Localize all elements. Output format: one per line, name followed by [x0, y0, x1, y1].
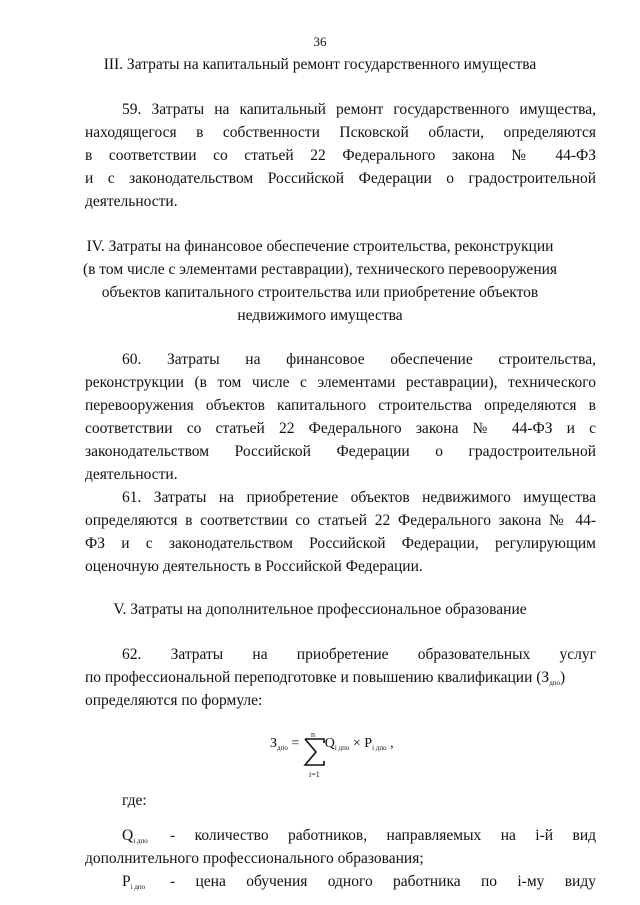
p61-line-3: ФЗ и с законодательством Российской Федерации, регулирующим	[85, 535, 596, 552]
p59-line-3: в соответствии со статьей 22 Федерального закона № 44-ФЗ	[85, 147, 596, 164]
sum-upper-limit: n	[311, 730, 315, 739]
p60-line-5: законодательством Российской Федерации о градостроительной	[85, 443, 596, 460]
sum-lower-limit: i=1	[309, 770, 320, 779]
section-4-heading-2: (в том числе с элементами реставрации), технического перевооружения	[82, 261, 558, 278]
p62-line-1: 62. Затраты на приобретение образовательных услуг	[122, 646, 596, 663]
p59-line-5: деятельности.	[85, 193, 178, 210]
p59-line-4: и с законодательством Российской Федерации о градостроительной	[85, 170, 596, 187]
def-p-symbol: $P_{i дпо}$	[122, 873, 146, 891]
p61-line-1: 61. Затраты на приобретение объектов недвижимого имущества	[122, 489, 596, 506]
p59-line-2: находящегося в собственности Псковской области, определяются	[85, 124, 596, 141]
def-q-symbol: $Q_{i дпо}$	[122, 827, 148, 845]
section-4-heading-4: недвижимого имущества	[237, 307, 403, 324]
p59-line-1: 59. Затраты на капитальный ремонт государственного имущества,	[122, 101, 596, 118]
section-5-heading: V. Затраты на дополнительное профессиональное образование	[113, 601, 527, 618]
summation-sign	[302, 735, 328, 769]
p61-line-4: оценочную деятельность в Российской Федерации.	[85, 558, 423, 575]
p62-line-2: по профессиональной переподготовке и повышению квалификации $(З_{дпо})$	[85, 669, 566, 687]
p60-line-3: перевооружения объектов капитального строительства определяются в	[85, 397, 596, 414]
p62-line-3: определяются по формуле:	[85, 692, 263, 709]
page-number: 36	[313, 34, 327, 49]
p60-line-2: реконструкции (в том числе с элементами реставрации), технического	[85, 374, 596, 391]
section-4-heading-3: объектов капитального строительства или приобретение объектов	[101, 284, 539, 301]
section-4-heading-1: IV. Затраты на финансовое обеспечение строительства, реконструкции	[86, 238, 554, 255]
p60-line-1: 60. Затраты на финансовое обеспечение строительства,	[122, 351, 596, 368]
where-label: где:	[122, 792, 147, 809]
def-p-text: - цена обучения одного работника по i-му виду	[170, 873, 596, 890]
p60-line-4: соответствии со статьей 22 Федерального закона № 44-ФЗ и с	[85, 420, 596, 437]
p61-line-2: определяются в соответствии со статьей 22 Федерального закона № 44-	[85, 512, 596, 529]
def-q-text: - количество работников, направляемых на i-й вид	[170, 827, 596, 844]
def-q-continuation: дополнительного профессионального образования;	[85, 850, 424, 867]
formula: $З_{дпо} = Q_{i дпо} \times P_{i дпо}$ ,	[270, 736, 394, 752]
p60-line-6: деятельности.	[85, 466, 178, 483]
section-3-heading: III. Затраты на капитальный ремонт государственного имущества	[103, 56, 537, 73]
